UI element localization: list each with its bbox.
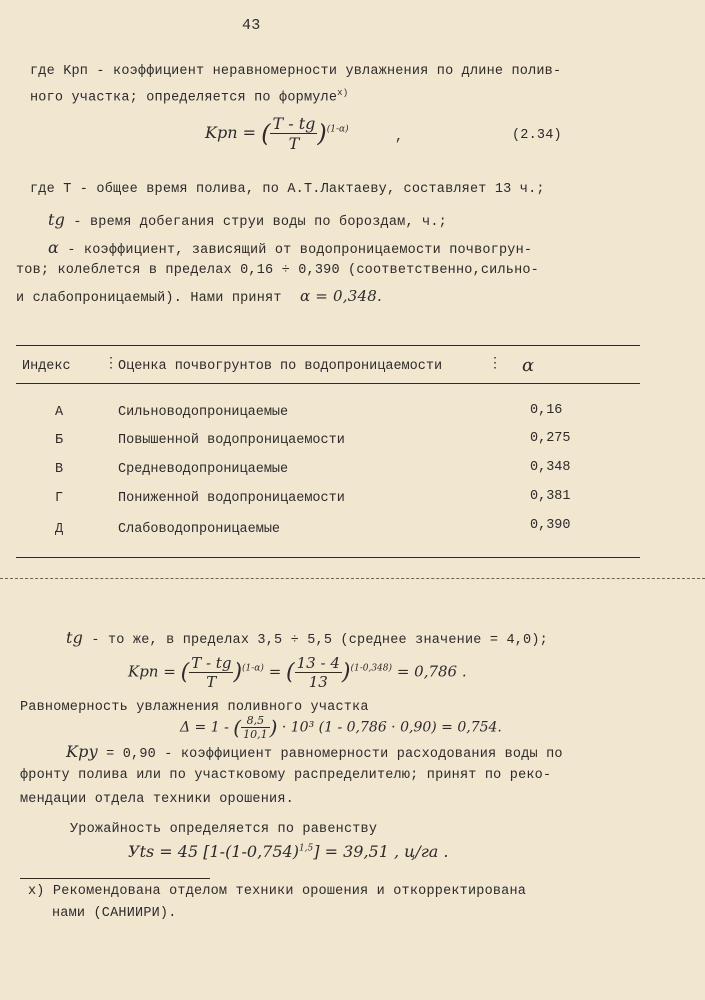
- table-row-alpha: 0,16: [530, 403, 563, 418]
- footnote-line-2: нами (САНИИРИ).: [52, 906, 177, 921]
- table-row-index: А: [55, 405, 64, 420]
- formula-2-34: Kрп = ( $\frac{T - tg}{T}$ )$^{(1-\alpha)}$: [205, 114, 349, 153]
- footnote-rule: [20, 878, 210, 879]
- table-row-index: Г: [55, 491, 64, 506]
- table-header-alpha: α: [522, 355, 535, 376]
- table-header-index: Индекс: [22, 359, 71, 374]
- calc-kpn-formula: Kрп = ( $\frac{T - tg}{T}$ )$^{(1-\alpha)}$ = ( $\frac{13 - 4}{13}$ )$^{(1-0,348)}$ = 0,786 .: [128, 654, 467, 691]
- calc-kpn-exp-2: (1-0,348): [350, 663, 393, 674]
- table-header-divider: ⋮: [104, 356, 118, 372]
- yield-lhs: Уts: [128, 842, 155, 861]
- yield-body: = 45 [1-(1-0,754): [159, 842, 299, 861]
- def-alpha-2: тов; колеблется в пределах 0,16 ÷ 0,390 (соответственно,сильно-: [16, 263, 539, 278]
- calc-kpn-result: = 0,786 .: [396, 662, 467, 681]
- table-row-index: Д: [55, 522, 64, 537]
- table-row-alpha: 0,381: [530, 489, 571, 504]
- calc-tg-line: [66, 628, 548, 648]
- calc-tg-symbol: tg: [66, 628, 84, 647]
- delta-pre: Δ = 1 -: [180, 719, 229, 736]
- formula-comma: ,: [395, 130, 404, 145]
- kru-symbol: Kрy: [66, 742, 98, 761]
- table-header-rule: [16, 383, 640, 384]
- para1-line2: [30, 88, 348, 106]
- table-row-desc: Средневодопроницаемые: [118, 462, 289, 477]
- delta-formula: Δ = 1 - ( $\frac{8,5}{10,1}$ ) · 10³ (1 - 0,786 · 0,90) = 0,754.: [180, 714, 502, 741]
- def-alpha-3: [16, 287, 382, 306]
- formula-denominator: T: [288, 134, 300, 153]
- calc-kpn-frac-1: [189, 654, 233, 691]
- def-alpha-1: [48, 238, 532, 258]
- delta-num: 8,5: [241, 714, 270, 728]
- table-row-index: Б: [55, 433, 64, 448]
- def-tg-text: - время добегания струи воды по бороздам, ч.;: [73, 215, 447, 230]
- alpha-value: α = 0,348.: [299, 287, 382, 305]
- formula-numerator: T - tg: [272, 114, 316, 133]
- formula-eq: =: [242, 123, 256, 142]
- footnote-line-1: x) Рекомендована отделом техники орошения и откорректирована: [28, 884, 527, 899]
- delta-post: · 10³ (1 - 0,786 · 0,90) = 0,754.: [281, 719, 502, 736]
- calc-kpn-den-2: 13: [308, 673, 328, 691]
- def-tg: [48, 210, 447, 230]
- table-row-desc: Сильноводопроницаемые: [118, 405, 289, 420]
- delta-den: 10,1: [243, 728, 268, 741]
- footnote-marker: x): [337, 88, 349, 98]
- kru-line-1: [66, 742, 563, 762]
- alpha-symbol: α: [48, 238, 60, 257]
- table-header-desc: Оценка почвогрунтов по водопроницаемости: [118, 359, 443, 374]
- calc-kpn-lhs: Kрп: [128, 662, 159, 681]
- table-row-alpha: 0,390: [530, 518, 571, 533]
- table-row-desc: Слабоводопроницаемые: [118, 522, 281, 537]
- table-top-rule: [16, 345, 640, 346]
- calc-tg-text: - то же, в пределах 3,5 ÷ 5,5 (среднее значение = 4,0);: [91, 633, 548, 648]
- table-row-desc: Повышенной водопроницаемости: [118, 433, 345, 448]
- formula-exponent: (1-α): [326, 124, 349, 135]
- yield-end: ] = 39,51 , ц/га .: [313, 842, 449, 861]
- calc-kpn-den-1: T: [206, 673, 217, 691]
- yield-line: Урожайность определяется по равенству: [70, 822, 378, 837]
- calc-kpn-exp-1: (1-α): [242, 663, 264, 674]
- formula-fraction: [270, 114, 317, 153]
- table-row-desc: Пониженной водопроницаемости: [118, 491, 345, 506]
- kru-text-1: = 0,90 - коэффициент равномерности расходования воды по: [106, 747, 563, 762]
- yield-exp: 1,5: [298, 843, 314, 854]
- yield-formula: [128, 842, 449, 861]
- formula-label: (2.34): [512, 128, 562, 143]
- calc-kpn-num-2: 13 - 4: [296, 654, 340, 672]
- page-number: 43: [242, 17, 261, 34]
- tg-symbol: tg: [48, 210, 66, 229]
- uniformity-title: Равномерность увлажнения поливного участка: [20, 700, 369, 715]
- delta-fraction: [241, 714, 270, 741]
- page-join-line: [0, 578, 705, 579]
- table-header-divider-2: ⋮: [488, 356, 502, 372]
- formula-lhs: Kрп: [205, 123, 238, 142]
- para1-line1: где Kрп - коэффициент неравномерности увлажнения по длине полив-: [30, 64, 562, 79]
- kru-line-3: мендации отдела техники орошения.: [20, 792, 294, 807]
- kru-line-2: фронту полива или по участковому распределителю; принят по реко-: [20, 768, 552, 783]
- table-row-alpha: 0,348: [530, 460, 571, 475]
- def-T: где T - общее время полива, по А.Т.Лактаеву, составляет 13 ч.;: [30, 182, 545, 197]
- calc-kpn-frac-2: [295, 654, 342, 691]
- para1-line2-text: ного участка; определяется по формуле: [30, 90, 338, 106]
- table-bottom-rule: [16, 557, 640, 558]
- def-alpha-text-3: и слабопроницаемый). Нами принят: [16, 291, 282, 306]
- table-row-index: В: [55, 462, 64, 477]
- calc-kpn-num-1: T - tg: [191, 654, 232, 672]
- table-row-alpha: 0,275: [530, 431, 571, 446]
- def-alpha-text-1: - коэффициент, зависящий от водопроницаемости почвогрун-: [67, 243, 533, 258]
